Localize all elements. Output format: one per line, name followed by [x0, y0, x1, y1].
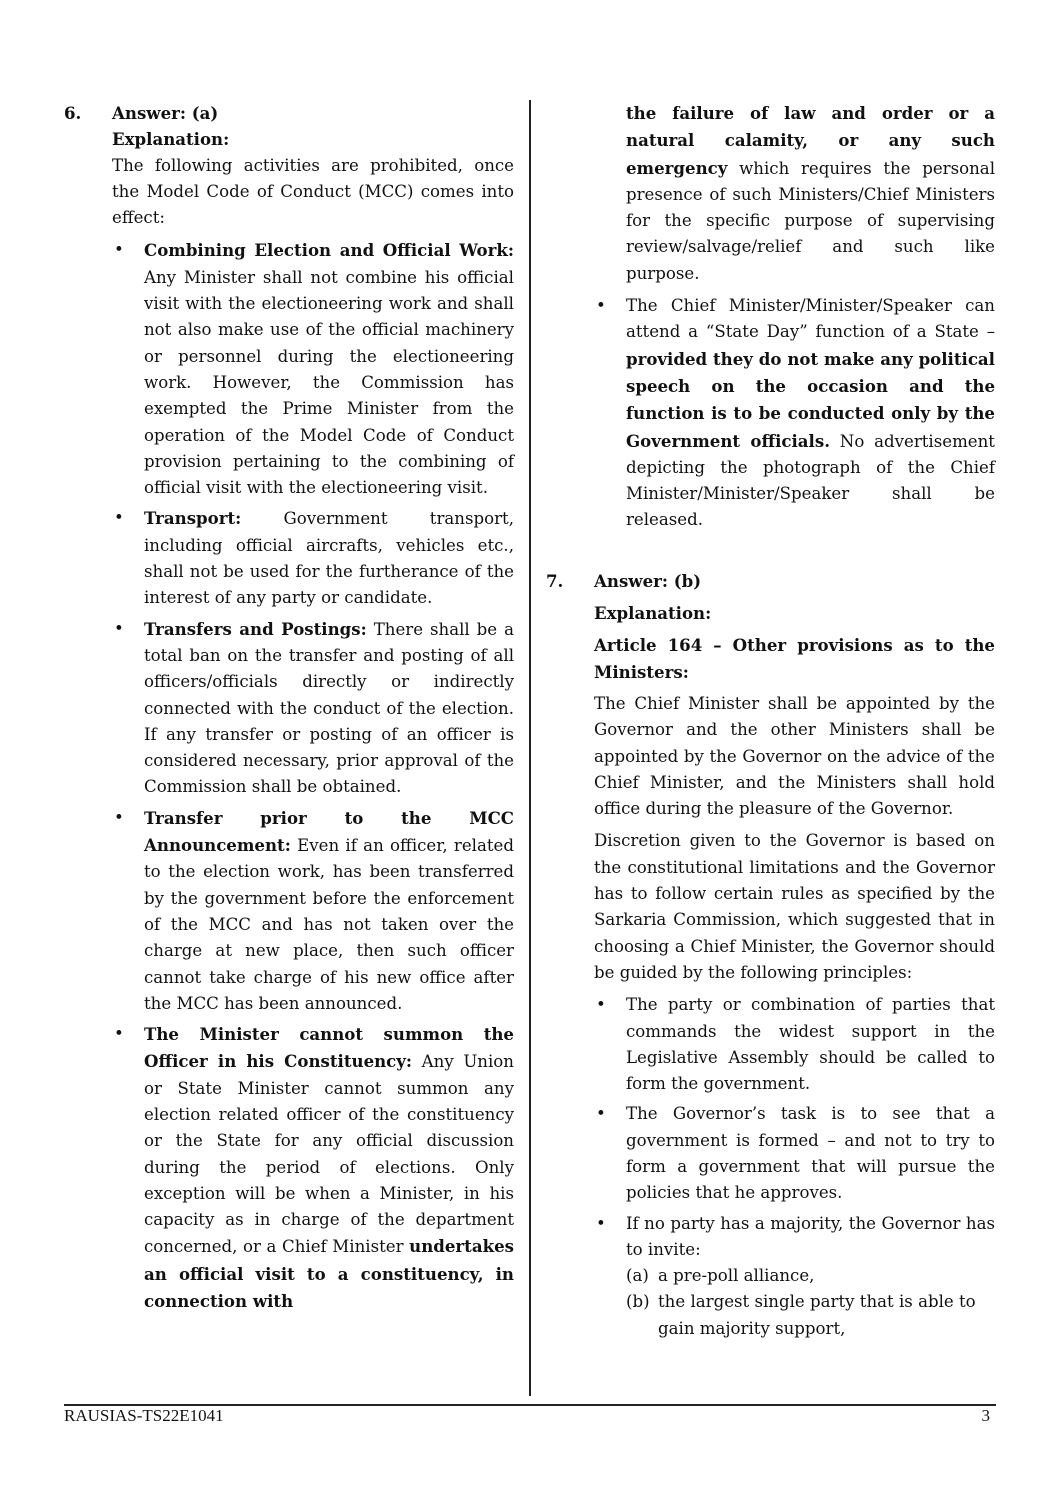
q6-bullet-summon: • The Minister cannot summon the Officer in his Constituency: Any Union or State Minister cannot summon any election related officer of the constituency or the State for any official discussion during the period of elections. Only exception will be when a Minister, in his capacity as in charge of the department concerned, or a Chief Minister undertakes an official visit to a constituency, in connection with: [144, 1021, 514, 1315]
right-column: [546, 100, 995, 1346]
q6-bullet-combining: • Combining Election and Official Work: Any Minister shall not combine his official visit with the electioneering work and shall not also make use of the official machinery or personnel during the electioneering work. However, the Commission has exempted the Prime Minister from the operation of the Model Code of Conduct provision pertaining to the combining of official visit with the electioneering visit.: [144, 237, 514, 501]
q7-bullet-3: • If no party has a majority, the Governor has to invite: (a) a pre-poll alliance, (b) the largest single party that is able to gain majority support,: [626, 1211, 995, 1342]
q6-answer-heading: [64, 100, 514, 126]
q6-number: 6.: [64, 103, 82, 123]
q6-bullet-transfer-prior: • Transfer prior to the MCC Announcement: Even if an officer, related to the election work, has been transferred by the government before the enforcement of the MCC and has not taken over the charge at new place, then such officer cannot take charge of his new office after the MCC has been announced.: [144, 805, 514, 1017]
bullet-icon: •: [596, 1104, 606, 1124]
q6-bullet-transfers: • Transfers and Postings: There shall be a total ban on the transfer and posting of all officers/officials directly or indirectly connected with the conduct of the election. If any transfer or posting of an officer is considered necessary, prior approval of the Commission shall be obtained.: [144, 616, 514, 801]
q6-intro: The following activities are prohibited, once the Model Code of Conduct (MCC) comes into effect:: [112, 155, 514, 228]
q6-bullet-state-day: • The Chief Minister/Minister/Speaker can attend a “State Day” function of a State – provided they do not make any political speech on the occasion and the function is to be conducted only by the Government officials. No advertisement depicting the photograph of the Chief Minister/Minister/Speaker shall be released.: [626, 293, 995, 534]
page-number: 3: [981, 1406, 990, 1425]
q6-answer: Answer: (a): [112, 103, 219, 123]
q7-answer-heading: [546, 568, 995, 594]
q7-bullet-list: [546, 992, 995, 1342]
bullet-icon: •: [114, 508, 124, 528]
bullet-icon: •: [114, 618, 124, 638]
bullet-icon: •: [596, 296, 606, 316]
q6-explanation-label: Explanation:: [112, 129, 230, 150]
q7-article-heading: Article 164 – Other provisions as to the Ministers:: [594, 635, 995, 682]
column-divider: [529, 100, 531, 1396]
q6-continuation: the failure of law and order or a natural calamity, or any such emergency which requires the personal presence of such Ministers/Chief Ministers for the specific purpose of supervising review/salvage/relief and such like purpose.: [626, 103, 995, 283]
q7-sub-item-a: (a) a pre-poll alliance,: [626, 1266, 815, 1286]
q7-explanation-label: Explanation:: [594, 603, 712, 624]
q7-para-2: Discretion given to the Governor is based on the constitutional limitations and the Governor has to follow certain rules as specified by the Sarkaria Commission, which suggested that in choosing a Chief Minister, the Governor should be guided by the following principles:: [594, 831, 995, 982]
q6-last-bullet-list: [546, 293, 995, 534]
q7-para-1: The Chief Minister shall be appointed by the Governor and the other Ministers shall be appointed by the Governor on the advice of the Chief Minister, and the Ministers shall hold office during the pleasure of the Governor.: [594, 693, 995, 819]
document-code: RAUSIAS-TS22E1041: [64, 1406, 224, 1425]
q7-number: 7.: [546, 570, 564, 591]
q7-answer: Answer: (b): [594, 570, 702, 591]
bullet-icon: •: [114, 240, 124, 260]
bullet-icon: •: [114, 1024, 124, 1044]
bullet-icon: •: [596, 1213, 606, 1233]
q6-bullet-transport: • Transport: Government transport, including official aircrafts, vehicles etc., shall not be used for the furtherance of the interest of any party or candidate.: [144, 505, 514, 611]
q6-bullet-list: [64, 237, 514, 1315]
q7-bullet-2: • The Governor’s task is to see that a government is formed – and not to try to form a government that will pursue the policies that he approves.: [626, 1101, 995, 1206]
q7-sub-item-b: (b) the largest single party that is able to gain majority support,: [626, 1292, 976, 1338]
bullet-icon: •: [596, 995, 606, 1015]
bullet-icon: •: [114, 807, 124, 827]
left-column: [64, 100, 514, 1319]
q7-bullet-1: • The party or combination of parties that commands the widest support in the Legislative Assembly should be called to form the government.: [626, 992, 995, 1097]
